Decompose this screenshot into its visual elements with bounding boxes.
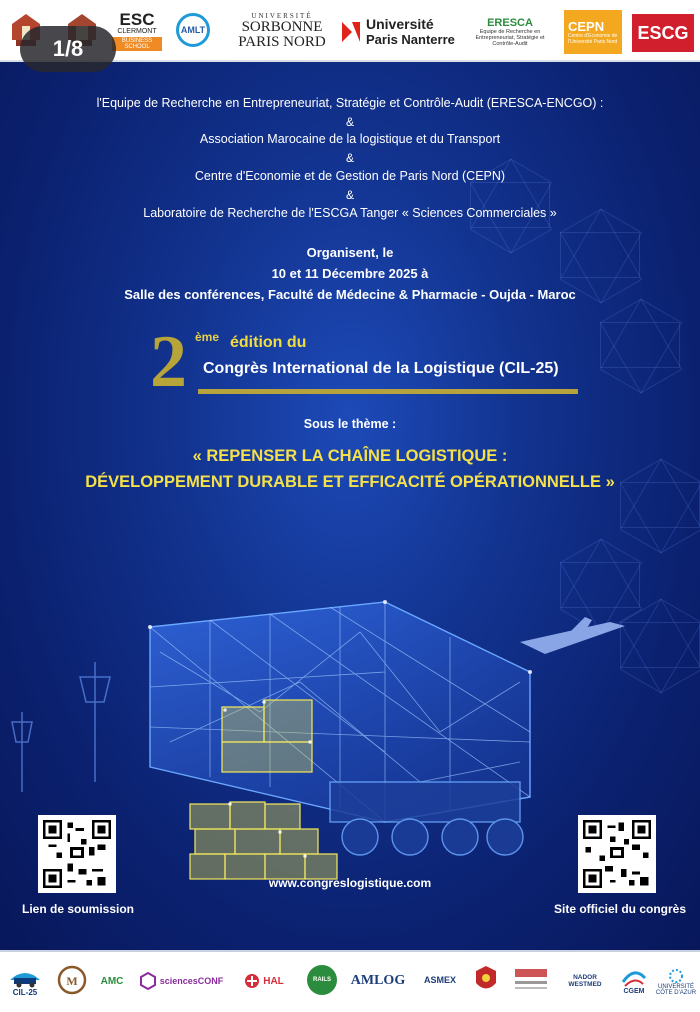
- organizer-eresca: l'Equipe de Recherche en Entrepreneuriat, Stratégie et Contrôle-Audit (ERESCA-ENCGO) :: [96, 96, 604, 110]
- nanterre-line1: Université: [366, 16, 434, 33]
- submission-link-label: Lien de soumission: [21, 902, 135, 916]
- rails-logo: [304, 962, 340, 998]
- organizer-amlt: Association Marocaine de la logistique et du Transport: [199, 132, 501, 146]
- eresca-subtitle: Equipe de Recherche en Entrepreneuriat, Stratégie et Contrôle-Audit: [475, 28, 545, 48]
- amc-logo: [96, 964, 128, 998]
- cote-azur-line1: UNIVERSITÉ: [657, 984, 694, 990]
- sciencesconf-text: sciencesCONF: [159, 976, 224, 986]
- hex-decoration: [600, 322, 680, 368]
- escg-logo: [632, 14, 694, 52]
- edition-suffix: ème: [195, 330, 220, 344]
- business-school-text: BUSINESS SCHOOL: [112, 37, 162, 51]
- title-underline: [198, 389, 578, 394]
- organizer-cepn: Centre d'Economie et de Gestion de Paris Nord (CEPN): [194, 169, 506, 183]
- nanterre-line2: Paris Nanterre: [366, 31, 455, 47]
- ampersand: &: [345, 188, 354, 202]
- theme-line-1: « REPENSER LA CHAÎNE LOGISTIQUE :: [192, 447, 508, 465]
- hal-logo: [236, 966, 292, 996]
- sciencesconf-logo: [136, 966, 226, 996]
- theme-line-2: DÉVELOPPEMENT DURABLE ET EFFICACITÉ OPÉRATIONNELLE »: [85, 473, 615, 491]
- eresca-title: ERESCA: [487, 16, 533, 29]
- nador-westmed-text: NADOR WESTMED: [568, 973, 602, 988]
- emblem-3-logo: [54, 962, 90, 998]
- amlog-text: AMLOG: [350, 973, 406, 988]
- emblem-4-logo: [472, 962, 500, 998]
- clermont-logo-text: CLERMONT: [117, 28, 157, 35]
- cil-25-logo: [4, 958, 46, 1004]
- organise-text: Organisent, le: [306, 245, 394, 260]
- cote-azur-logo: [654, 960, 698, 1004]
- website-link[interactable]: www.congreslogistique.com: [268, 876, 432, 890]
- ampersand: &: [345, 151, 354, 165]
- hal-text: HAL: [263, 975, 284, 987]
- nador-westmed-logo: [560, 964, 610, 998]
- amlt-text: AMLT: [180, 25, 206, 35]
- cgem-logo: [614, 960, 654, 1002]
- amc-text: AMC: [100, 975, 124, 987]
- rails-text: RAILS: [313, 977, 331, 983]
- cote-azur-line2: CÔTE D'AZUR: [655, 990, 697, 996]
- cgem-text: CGEM: [623, 987, 645, 995]
- emblem-5-logo: [508, 962, 554, 998]
- organizer-escga: Laboratoire de Recherche de l'ESCGA Tanger « Sciences Commerciales »: [143, 206, 557, 220]
- paris-nord-text: PARIS NORD: [238, 34, 326, 50]
- official-site-label: Site officiel du congrès: [553, 902, 687, 916]
- nanterre-logo: [340, 14, 464, 50]
- sorbonne-text: SORBONNE: [241, 19, 323, 35]
- esc-logo-text: ESC: [119, 10, 155, 29]
- asmex-logo: [418, 962, 462, 998]
- amlt-logo: [170, 6, 216, 54]
- congress-title: Congrès International de la Logistique (CIL-25): [203, 360, 559, 377]
- bottom-logo-bar: [0, 950, 700, 1012]
- sorbonne-logo: [232, 10, 332, 52]
- cepn-logo: [564, 10, 622, 54]
- cil-25-text: CIL-25: [12, 987, 38, 997]
- edition-label: édition du: [230, 334, 307, 351]
- eresca-logo: [470, 8, 550, 56]
- event-dates: 10 et 11 Décembre 2025 à: [271, 266, 429, 281]
- event-venue: Salle des conférences, Faculté de Médecine & Pharmacie - Oujda - Maroc: [124, 287, 576, 302]
- amlog-logo: [346, 966, 410, 996]
- cepn-title: CEPN: [568, 19, 605, 34]
- universite-text: UNIVERSITÉ: [251, 12, 313, 20]
- edition-number: 2: [150, 321, 187, 403]
- theme-label: Sous le thème :: [303, 417, 397, 431]
- asmex-text: ASMEX: [423, 975, 456, 985]
- cepn-subtitle: Centre d'Economie de l'Université Paris Nord: [568, 33, 618, 45]
- slide-counter: 1/8: [20, 26, 116, 72]
- svg-text:M: M: [66, 974, 78, 988]
- escg-text: ESCG: [637, 22, 689, 43]
- esc-clermont-logo: [112, 6, 162, 56]
- ampersand: &: [345, 115, 354, 129]
